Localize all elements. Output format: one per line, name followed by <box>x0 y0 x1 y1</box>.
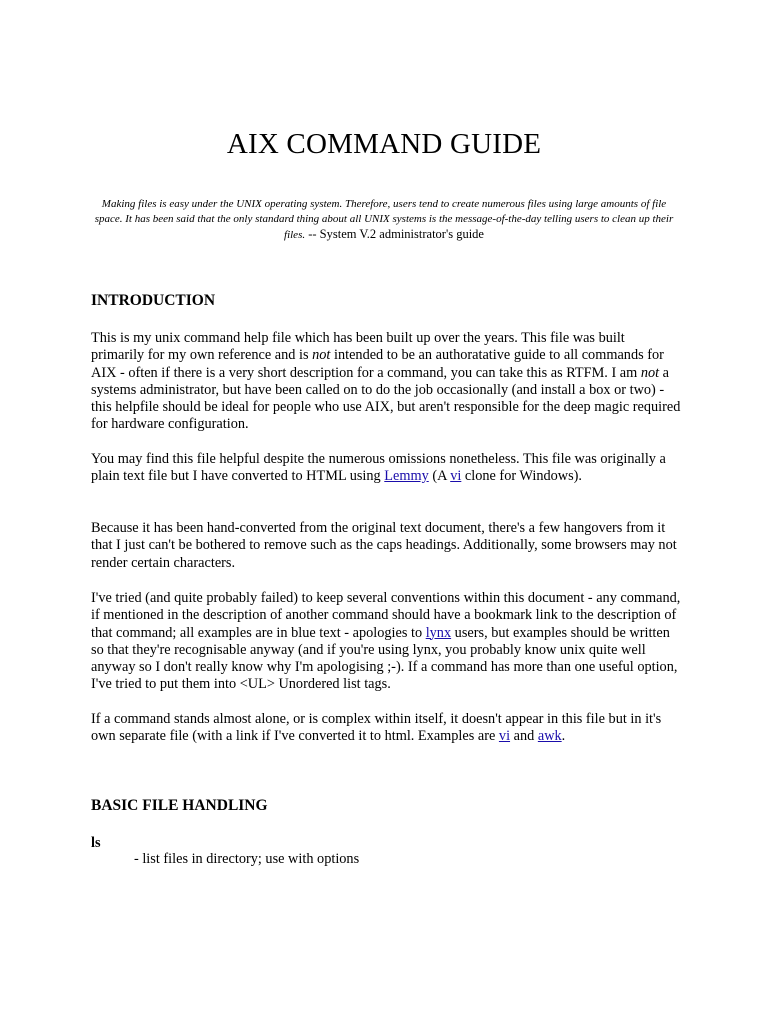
vi-file-link[interactable]: vi <box>498 728 511 745</box>
intro-paragraph-1 <box>91 330 681 434</box>
introduction-heading: INTRODUCTION <box>91 292 216 309</box>
intro-p1-text-1: This is my unix command help file which has been built up over the years. This file was built primarily for my own reference and is <box>91 330 625 364</box>
intro-p4-text-1: I've tried (and quite probably failed) to keep several conventions within this document - any command, if mentioned in the description of another command should have a bookmark link to the description of that command; all examples are in blue text - apologies to <box>91 590 681 641</box>
intro-paragraph-4 <box>91 590 681 694</box>
vi-link[interactable]: vi <box>450 468 462 485</box>
intro-p1-text-3: a systems administrator, but have been called on to do the job occasionally (and install a box or two) - this helpfile should be ideal for people who use AIX, but aren't responsible for the deep magic required for hardware configuration. <box>91 364 681 433</box>
intro-p5-text-2: and <box>510 728 538 745</box>
lemmy-link[interactable]: Lemmy <box>384 468 429 485</box>
intro-p2-text-1: You may find this file helpful despite the numerous omissions nonetheless. This file was originally a plain text file but I have converted to HTML using <box>91 451 666 485</box>
intro-p1-text-2: intended to be an authoratative guide to all commands for AIX - often if there is a very short description for a command, you can take this as RTFM. I am <box>91 347 664 381</box>
intro-p1-emphasis-2: not <box>640 364 660 381</box>
intro-p5-text-3: . <box>561 728 566 745</box>
basic-file-handling-heading: BASIC FILE HANDLING <box>91 797 268 814</box>
epigraph-attribution: -- System V.2 administrator's guide <box>305 227 484 241</box>
lynx-link[interactable]: lynx <box>425 624 452 641</box>
intro-p2-text-3: clone for Windows). <box>461 468 582 485</box>
epigraph-quote: Making files is easy under the UNIX operating system. Therefore, users tend to create numerous files using large amounts of file space. It has been said that the only standard thing about all UNIX systems is the message-of-the-day telling users to clean up their files. <box>94 198 674 241</box>
intro-paragraph-3: Because it has been hand-converted from the original text document, there's a few hangovers from it that I just can't be bothered to remove such as the caps headings. Additionally, some browsers may not render certain characters. <box>91 520 677 571</box>
intro-paragraph-5 <box>91 711 681 746</box>
epigraph <box>92 197 676 243</box>
intro-paragraph-2 <box>91 451 681 486</box>
intro-p5-text-1: If a command stands almost alone, or is complex within itself, it doesn't appear in this file but in it's own separate file (with a link if I've converted it to html. Examples are <box>91 711 662 745</box>
intro-p4-text-2: users, but examples should be written so that they're recognisable anyway (and if you're using lynx, you probably know unix quite well anyway so I don't really know why I'm apologising ;-). If a command has more than one useful option, I've tried to put them into <UL> Unordered list tags. <box>91 624 678 693</box>
intro-p2-text-2: (A <box>428 468 451 485</box>
awk-link[interactable]: awk <box>537 728 562 745</box>
intro-p1-emphasis-1: not <box>312 347 331 364</box>
page-title: AIX COMMAND GUIDE <box>226 128 542 160</box>
ls-command-name: ls <box>91 835 101 851</box>
ls-command-description: - list files in directory; use with options <box>134 851 360 867</box>
